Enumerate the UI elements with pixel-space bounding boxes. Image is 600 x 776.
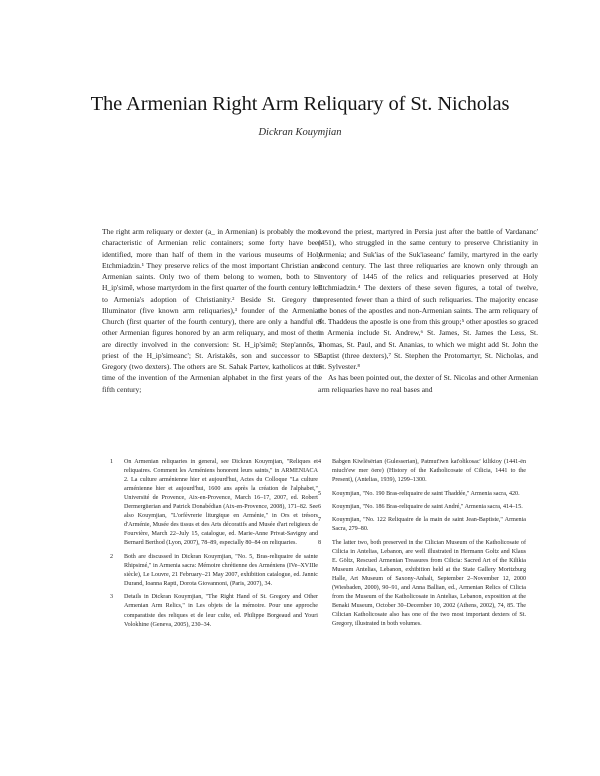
footnote-text: Details in Dickran Kouymjian, "The Right Hand of St. Gregory and Other Armenian Arm Relics," in Les objets de la mémoire. Pour une approche comparatiste des reliques et de leur culte, ed. Philippe Borgeaud and Youri Volokhine (Geneva, 2005), 230–34. (124, 594, 318, 628)
footnote-text: Kouymjian, "No. 186 Bras-reliquaire de saint André," Armenia sacra, 414–15. (332, 503, 523, 510)
footnote-text: Babgen Kiwlēsērian (Gulesserian), Patmut'iwn kat'ołikosac' kilikioy (1441-ēn miuch'ew mer ōere) (History of the Katholicosate of Cilicia, 1441 to the Present), (Antelias, 1939), 1299–1300. (332, 459, 526, 484)
footnote (110, 458, 318, 548)
footnote (318, 516, 526, 534)
footnotes-left (110, 458, 318, 634)
body-column-right (318, 226, 538, 395)
footnote (318, 490, 526, 499)
footnote-text: Kouymjian, "No. 122 Reliquaire de la main de saint Jean-Baptiste," Armenia Sacra, 279–80. (332, 517, 526, 533)
footnote (318, 503, 526, 512)
footnote-number: 1 (110, 459, 114, 465)
footnote-text: Kouymjian, "No. 190 Bras-reliquaire de saint Thaddée," Armenia sacra, 420. (332, 490, 520, 497)
footnote-number: 4 (318, 459, 322, 465)
footnote-number: 3 (110, 594, 114, 601)
footnote (318, 458, 526, 485)
body-paragraph: As has been pointed out, the dexter of St. Nicolas and other Armenian arm reliquaries have no real bases and (318, 373, 538, 394)
footnotes-right (318, 458, 526, 634)
body-paragraph: Levond the priest, martyred in Persia just after the battle of Vardananc' (451), who struggled in the same century to preserve Christianity in Armenia; and Suk'ias of the Suk'iaseanc' family, martyred in the early second century. The last three reliquaries are known only through an inventory of 1445 of the relics and reliquaries preserved at Holy Etchmiadzin.⁴ The dexters of these seven figures, a total of twelve, represented fewer than a third of such reliquaries. The majority encase the bones of the apostles and non-Armenian saints. The arm reliquary of St. Thaddeus the apostle is one from this group;⁵ other apostles so graced in Armenia include St. Andrew,⁶ St. James, St. James the Less, St. Thomas, St. Paul, and St. Ananias, to which we might add St. John the Baptist (three dexters),⁷ St. Stephen the Protomartyr, St. Nicholas, and St. Sylvester.⁸ (318, 227, 538, 371)
footnote (318, 539, 526, 629)
footnote-number: 2 (110, 553, 114, 560)
footnote-text: On Armenian reliquaries in general, see Dickran Kouymjian, "Reliques et reliquaires. Comment les Arméniens honorent leurs saints," in ARMENIACA 2. La culture arménienne hier et aujourd'hui, Actes du Colloque "La culture arménienne hier et aujourd'hui, 1600 ans après la création de l'alphabet," Université de Provence, Aix-en-Provence, March 16–17, 2007, ed. Robert Dermergüerian and Patrick Donabédian (Aix-en-Provence, 2008), 171–82. See also Kouymjian, "L'orfèvrerie liturgique en Arménie," in Ors et trésors d'Arménie, Musée des tissus et des Arts décoratifs and Musée d'art religieux de Fourvière, March 22–July 15, catalogue, ed. Marie-Anne Privat-Savigny and Bernard Berthod (Lyon, 2007), 78–89, especially 80–84 on reliquaries. (124, 459, 318, 547)
footnote (110, 593, 318, 629)
footnote (110, 553, 318, 589)
footnote-number: 7 (318, 517, 322, 524)
footnote-text: Both are discussed in Dickran Kouymjian, "No. 5, Bras-reliquaire de sainte Rhipsimé," in Armenia sacra: Mémoire chrétienne des Arméniens (IVe–XVIIIe siècle), Le Louvre, 21 February–21 May 2007, exhibition catalogue, ed. Jannic Durand, Ioanna Rapti, Dorota Giovannoni, (Paris, 2007), 34. (124, 553, 318, 587)
footnote-number: 8 (318, 539, 322, 546)
footnote-number: 6 (318, 503, 322, 510)
body-column-left (102, 226, 322, 395)
article-title: The Armenian Right Arm Reliquary of St. Nicholas (90, 93, 510, 115)
footnote-text: The latter two, both preserved in the Cilician Museum of the Katholicosate of Cilicia in Antelias, Lebanon, are well illustrated in Hermann Goltz and Klaus E. Göltz, Rescued Armenian Treasures from Cilicia: Sacred Art of the Kilikia Museum Antelias, Lebanon, exhibition held at the State Gallery Moritzburg Halle, Art Museum of Saxony-Anhalt, September 2–November 12, 2000 (Wiesbaden, 2000), 90–91, and Anna Ballian, ed., Armenian Relics of Cilicia from the Museum of the Katholicosate in Antelias, Lebanon, exposition at the Benaki Museum, October 30–December 10, 2002 (Athens, 2002), 74, 85. The Cilician Katholicosate also has one of the two most important dexters of St. Gregory, illustrated in both volumes. (332, 539, 526, 628)
footnote-number: 5 (318, 490, 322, 497)
author-name: Dickran Kouymjian (258, 127, 342, 138)
body-paragraph: The right arm reliquary or dexter (a_ in Armenian) is probably the most characteristic of Armenian relic containers; some forty have been identified, more than half of them in the various museums of Holy Etchmiadzin.¹ They preserve relics of the most important Christian and Armenian saints. Only two of them belong to women, both to St. H_ip'simē, whose martyrdom in the first quarter of the fourth century led to Armenia's adoption of Christianity.² Beside St. Gregory the Illuminator (five known arm reliquaries),³ founder of the Armenian Church (first quarter of the fourth century), there are only a handful of other Armenian figures honored by an arm reliquary, and most of them are directly involved in the conversion: St. H_ip'simē; Step'annōs, a priest of the H_ip'simeanc'; St. Aristakēs, son and successor to St. Gregory (two dexters). The others are St. Sahak Partev, katholicos at the time of the invention of the Armenian alphabet in the first years of the fifth century; (102, 227, 322, 394)
